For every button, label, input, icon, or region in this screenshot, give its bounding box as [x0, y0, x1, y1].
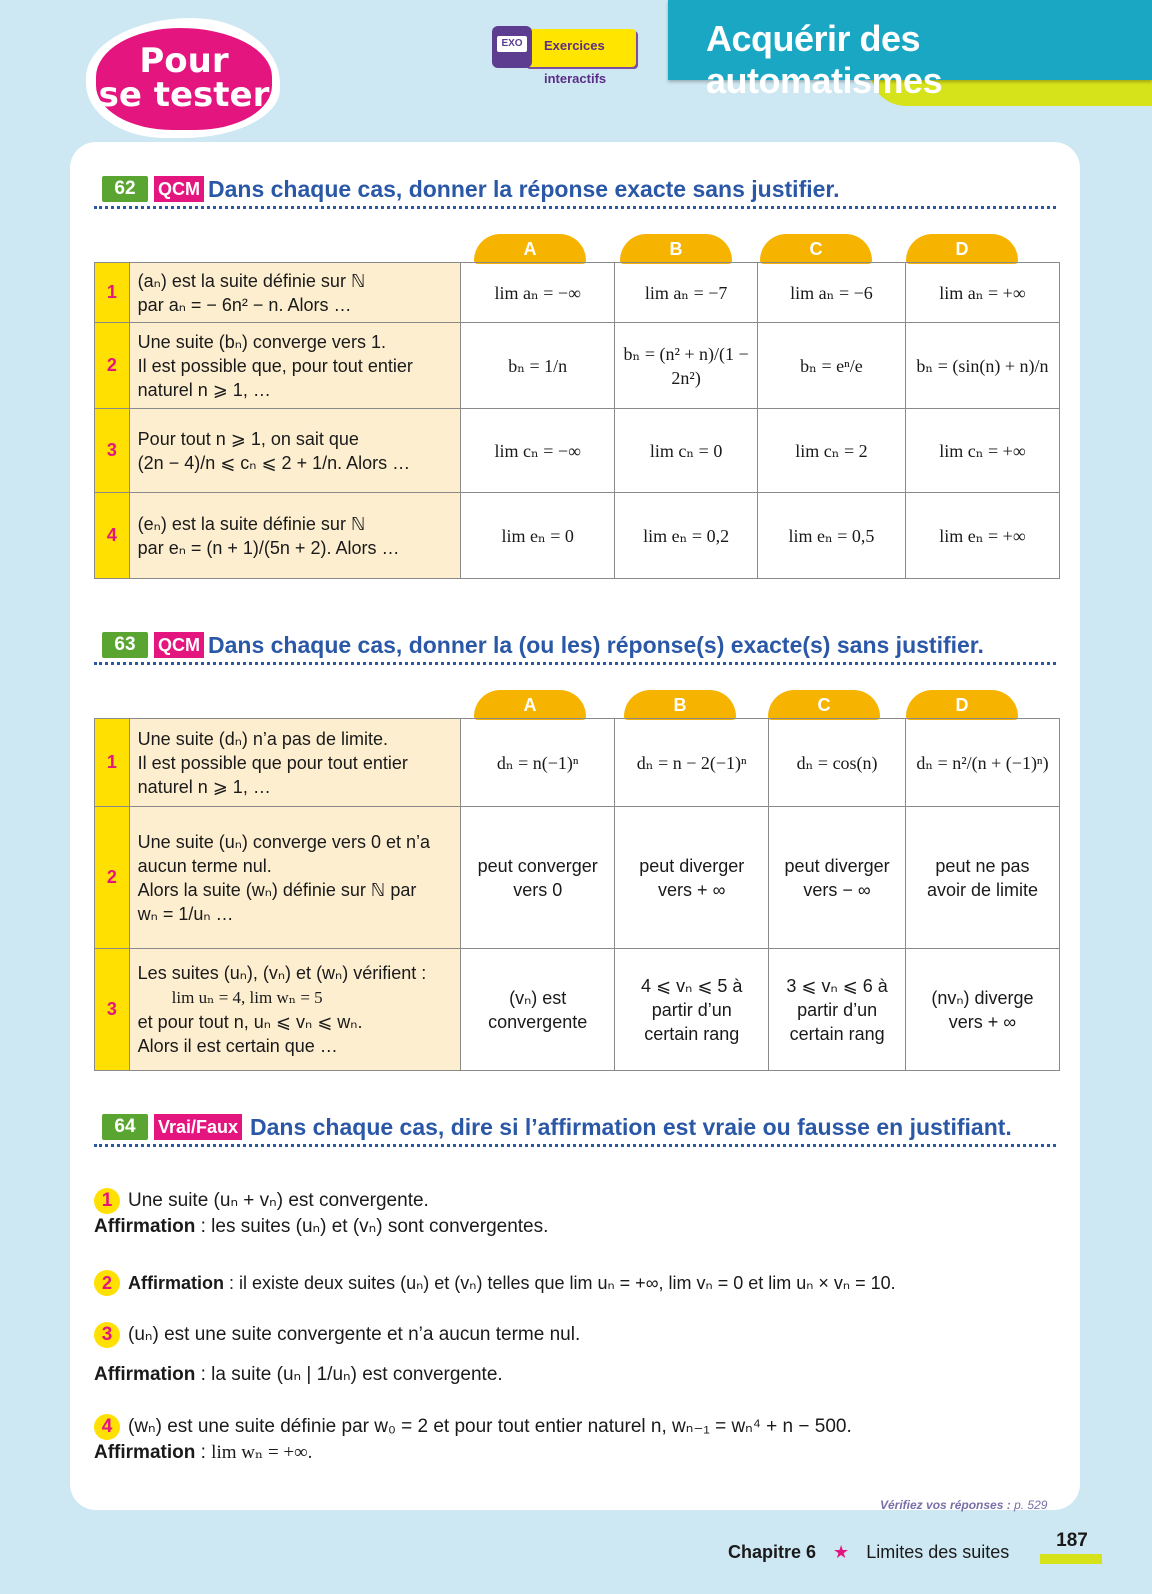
exercise-title: Dans chaque cas, donner la (ou les) réponse(s) exacte(s) sans justifier. [208, 632, 984, 658]
exercise-63-header [102, 630, 1062, 664]
column-header-b: B [624, 690, 736, 720]
answer-3b[interactable]: 4 ⩽ vₙ ⩽ 5 à partir d’un certain rang [615, 949, 769, 1071]
column-header-c: C [760, 234, 872, 264]
table-row: 3 Pour tout n ⩾ 1, on sait que (2n − 4)/n ⩽ cₙ ⩽ 2 + 1/n. Alors … lim cₙ = −∞ lim cₙ = 0 lim cₙ = 2 lim cₙ = +∞ [95, 409, 1060, 493]
page-title: Acquérir des automatismes [706, 18, 943, 101]
qcm-table-63 [94, 718, 1060, 1071]
exercices-interactifs-button[interactable]: Exercices interactifs EXO [492, 26, 638, 68]
answer-2b[interactable]: bₙ = (n² + n)/(1 − 2n²) [615, 323, 758, 409]
answer-2a[interactable]: peut converger vers 0 [461, 807, 615, 949]
exercise-tag: Vrai/Faux [154, 1114, 242, 1140]
table-row: 1 (aₙ) est la suite définie sur ℕ par aₙ = − 6n² − n. Alors … lim aₙ = −∞ lim aₙ = −7 lim aₙ = −6 lim aₙ = +∞ [95, 263, 1060, 323]
answer-2c[interactable]: peut diverger vers − ∞ [769, 807, 906, 949]
column-header-b: B [620, 234, 732, 264]
list-item: 4 (wₙ) est une suite définie par w₀ = 2 et pour tout entier naturel n, wₙ₋₁ = wₙ⁴ + n − 500. Affirmation : lim wₙ = +∞. [94, 1416, 852, 1463]
header-band [668, 0, 1152, 101]
exercise-number: 64 [102, 1114, 148, 1140]
answer-3d[interactable]: (nvₙ) diverge vers + ∞ [905, 949, 1059, 1071]
answer-2a[interactable]: bₙ = 1/n [461, 323, 615, 409]
answer-4d[interactable]: lim eₙ = +∞ [905, 493, 1059, 579]
exercise-tag: QCM [154, 176, 204, 202]
answer-1d[interactable]: dₙ = n²/(n + (−1)ⁿ) [905, 719, 1059, 807]
page-number: 187 [1056, 1530, 1088, 1551]
table-row: 3 Les suites (uₙ), (vₙ) et (wₙ) vérifient : lim uₙ = 4, lim wₙ = 5 et pour tout n, uₙ ⩽ vₙ ⩽ wₙ. Alors il est certain que … (vₙ) est convergente 4 ⩽ vₙ ⩽ 5 à partir d’un certain rang 3 ⩽ vₙ ⩽ 6 à partir d’un certain rang (nvₙ) diverge vers + ∞ [95, 949, 1060, 1071]
exercise-62-header [102, 174, 1062, 208]
column-header-c: C [768, 690, 880, 720]
column-header-d: D [906, 234, 1018, 264]
answer-1d[interactable]: lim aₙ = +∞ [905, 263, 1059, 323]
answer-1a[interactable]: lim aₙ = −∞ [461, 263, 615, 323]
verify-answers-link[interactable]: Vérifiez vos réponses : p. 529 [880, 1498, 1048, 1512]
column-header-d: D [906, 690, 1018, 720]
answer-2b[interactable]: peut diverger vers + ∞ [615, 807, 769, 949]
answer-3a[interactable]: lim cₙ = −∞ [461, 409, 615, 493]
table-row: 4 (eₙ) est la suite définie sur ℕ par eₙ = (n + 1)/(5n + 2). Alors … lim eₙ = 0 lim eₙ = 0,2 lim eₙ = 0,5 lim eₙ = +∞ [95, 493, 1060, 579]
answer-3d[interactable]: lim cₙ = +∞ [905, 409, 1059, 493]
exercise-tag: QCM [154, 632, 204, 658]
answer-1b[interactable]: lim aₙ = −7 [615, 263, 758, 323]
answer-4c[interactable]: lim eₙ = 0,5 [758, 493, 906, 579]
answer-1c[interactable]: dₙ = cos(n) [769, 719, 906, 807]
table-row: 2 Une suite (bₙ) converge vers 1. Il est possible que, pour tout entier naturel n ⩾ 1, … bₙ = 1/n bₙ = (n² + n)/(1 − 2n²) bₙ = eⁿ/e bₙ = (sin(n) + n)/n [95, 323, 1060, 409]
answer-1a[interactable]: dₙ = n(−1)ⁿ [461, 719, 615, 807]
answer-1c[interactable]: lim aₙ = −6 [758, 263, 906, 323]
column-header-a: A [474, 690, 586, 720]
answer-3c[interactable]: 3 ⩽ vₙ ⩽ 6 à partir d’un certain rang [769, 949, 906, 1071]
answer-4a[interactable]: lim eₙ = 0 [461, 493, 615, 579]
divider [94, 206, 1056, 209]
exercise-title: Dans chaque cas, donner la réponse exacte sans justifier. [208, 176, 840, 202]
exercise-number: 62 [102, 176, 148, 202]
footer: Chapitre 6 ★ Limites des suites [728, 1542, 1010, 1562]
table-row: 2 Une suite (uₙ) converge vers 0 et n’a aucun terme nul. Alors la suite (wₙ) définie sur ℕ par wₙ = 1/uₙ … peut converger vers 0 peut diverger vers + ∞ peut diverger vers − ∞ peut ne pas avoir de limite [95, 807, 1060, 949]
answer-2c[interactable]: bₙ = eⁿ/e [758, 323, 906, 409]
star-icon: ★ [833, 1542, 850, 1562]
answer-3a[interactable]: (vₙ) est convergente [461, 949, 615, 1071]
divider [94, 1144, 1056, 1147]
qcm-table-62 [94, 262, 1060, 579]
exo-icon: EXO [492, 26, 532, 68]
answer-1b[interactable]: dₙ = n − 2(−1)ⁿ [615, 719, 769, 807]
column-header-a: A [474, 234, 586, 264]
answer-3c[interactable]: lim cₙ = 2 [758, 409, 906, 493]
list-item: 2 Affirmation : il existe deux suites (uₙ) et (vₙ) telles que lim uₙ = +∞, lim vₙ = 0 et lim uₙ × vₙ = 10. [94, 1270, 896, 1296]
page-number-underline [1040, 1554, 1102, 1564]
list-item: 3 (uₙ) est une suite convergente et n’a aucun terme nul. Affirmation : la suite (uₙ | 1/uₙ) est convergente. [94, 1324, 581, 1385]
pour-se-tester-badge: Pour se tester [96, 28, 272, 130]
exercise-64-header [102, 1112, 1062, 1146]
answer-2d[interactable]: bₙ = (sin(n) + n)/n [905, 323, 1059, 409]
exercise-title: Dans chaque cas, dire si l’affirmation est vraie ou fausse en justifiant. [250, 1114, 1012, 1140]
list-item: 1 Une suite (uₙ + vₙ) est convergente. Affirmation : les suites (uₙ) et (vₙ) sont convergentes. [94, 1190, 549, 1237]
answer-4b[interactable]: lim eₙ = 0,2 [615, 493, 758, 579]
answer-3b[interactable]: lim cₙ = 0 [615, 409, 758, 493]
divider [94, 662, 1056, 665]
answer-2d[interactable]: peut ne pas avoir de limite [905, 807, 1059, 949]
table-row: 1 Une suite (dₙ) n’a pas de limite. Il est possible que pour tout entier naturel n ⩾ 1, … dₙ = n(−1)ⁿ dₙ = n − 2(−1)ⁿ dₙ = cos(n) dₙ = n²/(n + (−1)ⁿ) [95, 719, 1060, 807]
exercise-number: 63 [102, 632, 148, 658]
